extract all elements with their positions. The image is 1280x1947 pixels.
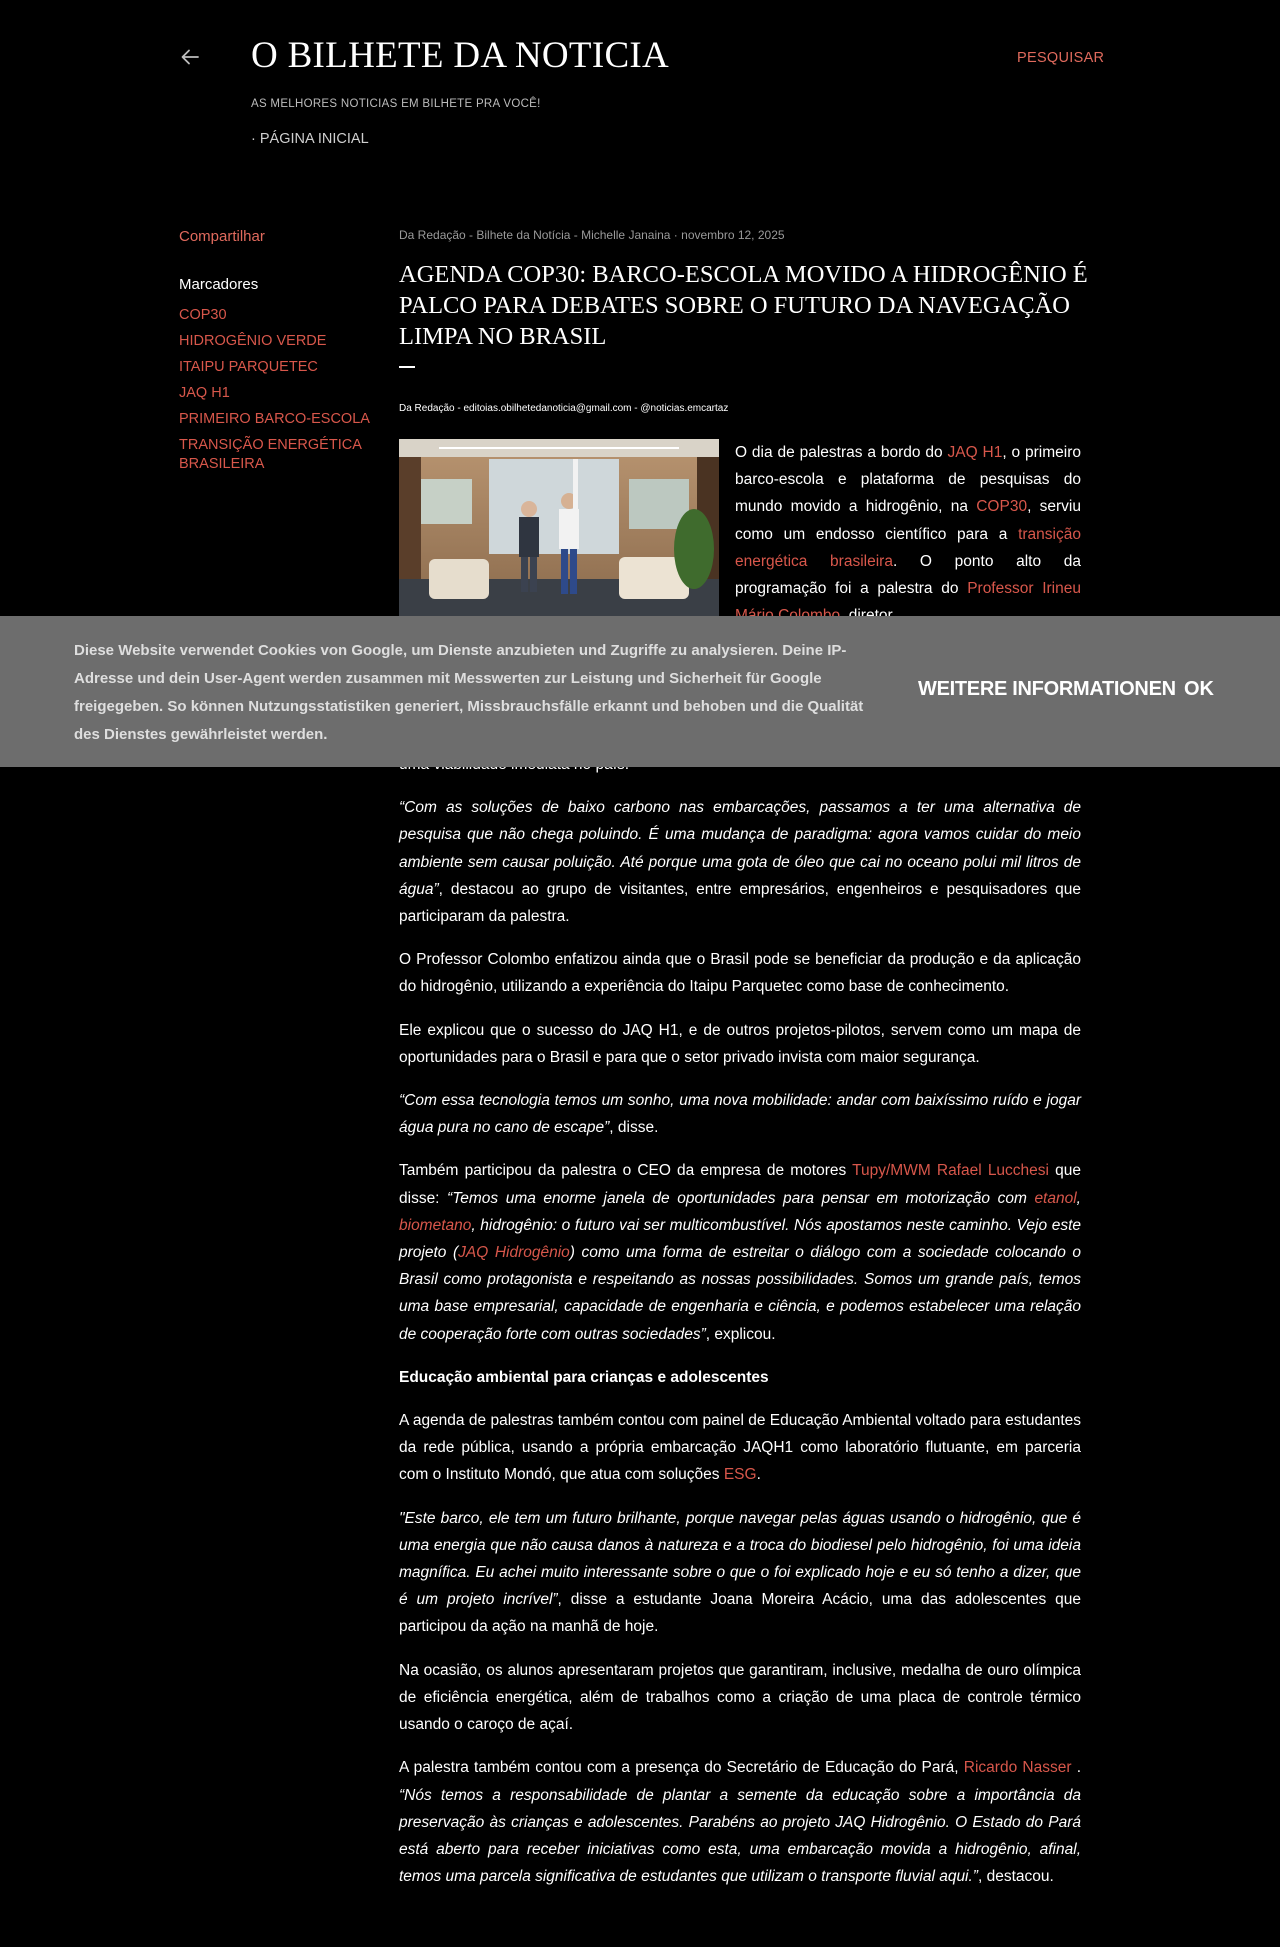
arrow-left-icon <box>181 49 199 65</box>
link-tupy-mwm[interactable]: Tupy/MWM Rafael Lucchesi <box>852 1162 1049 1180</box>
lead-text: , serviu como um endosso científico para a <box>735 498 1081 543</box>
post-byline: Da Redação - editoias.obilhetedanoticia@gmail.com - @noticias.emcartaz <box>399 403 729 414</box>
label-link[interactable]: TRANSIÇÃO ENERGÉTICA BRASILEIRA <box>179 437 362 472</box>
section-heading: Educação ambiental para crianças e adolescentes <box>399 1368 769 1386</box>
labels-list <box>179 306 379 481</box>
paragraph-text: , explicou. <box>705 1325 776 1343</box>
quote: , <box>1076 1189 1081 1207</box>
paragraph-text: , disse a estudante Joana Moreira Acácio, uma das adolescentes que participou da ação na manhã de hoje. <box>399 1591 1081 1636</box>
nav-home-link[interactable]: · PÁGINA INICIAL <box>251 131 369 147</box>
paragraph <box>399 794 1081 930</box>
cookie-more-info-button[interactable]: WEITERE INFORMATIONEN <box>918 678 1176 700</box>
label-link[interactable]: COP30 <box>179 307 227 323</box>
quote: "Este barco, ele tem um futuro brilhante, porque navegar pelas águas usando o hidrogênio, que é uma energia que não causa danos à natureza e a troca do biodiesel pelo hidrogênio, foi uma ideia magnífica. Eu achei muito interessante sobre o que o foi explicado hoje e eu só tenho a dizer, que é um projeto incrível” <box>399 1509 1081 1609</box>
paragraph: Ele explicou que o sucesso do JAQ H1, e de outros projetos-pilotos, servem como um mapa de oportunidades para o Brasil e para que o setor privado invista com maior segurança. <box>399 1021 1081 1066</box>
post-photo[interactable] <box>399 439 719 616</box>
post-body <box>399 751 1081 1906</box>
lead-text: , o primeiro barco-escola e plataforma de pesquisas do mundo movido a hidrogênio, na <box>735 444 1082 516</box>
search-button[interactable]: PESQUISAR <box>1017 50 1105 66</box>
link-transicao-energetica[interactable]: transição energética brasileira <box>735 525 1081 570</box>
link-esg[interactable]: ESG <box>723 1466 757 1484</box>
title-divider <box>399 366 415 368</box>
cookie-ok-button[interactable]: OK <box>1184 678 1214 700</box>
link-etanol[interactable]: etanol <box>1034 1189 1077 1207</box>
paragraph-text: . <box>1071 1759 1082 1777</box>
photo-scene <box>399 439 719 616</box>
label-link[interactable]: HIDROGÊNIO VERDE <box>179 333 327 349</box>
paragraph-text: , disse. <box>609 1119 659 1137</box>
paragraph <box>399 1407 1081 1489</box>
link-jaq-hidrogenio[interactable]: JAQ Hidrogênio <box>458 1244 570 1262</box>
link-cop30[interactable]: COP30 <box>976 498 1028 516</box>
link-ricardo-nasser[interactable]: Ricardo Nasser <box>963 1759 1072 1777</box>
paragraph-text: . <box>756 1466 761 1484</box>
lead-text: O dia de palestras a bordo do <box>735 444 948 461</box>
paragraph: Na ocasião, os alunos apresentaram projetos que garantiram, inclusive, medalha de ouro olímpica de eficiência energética, além de trabalhos como a criação de uma placa de controle térmico usando o caroço de açaí. <box>399 1661 1081 1734</box>
lead-text: . O ponto alto da programação foi a palestra do <box>735 552 1082 598</box>
paragraph-text: , destacou ao grupo de visitantes, entre empresários, engenheiros e pesquisadores que participaram da palestra. <box>399 880 1081 926</box>
lead-paragraph <box>735 439 1081 629</box>
label-link[interactable]: ITAIPU PARQUETEC <box>179 359 318 375</box>
cookie-banner <box>0 616 1280 767</box>
paragraph <box>399 1754 1081 1890</box>
share-button[interactable]: Compartilhar <box>179 228 265 245</box>
paragraph: O Professor Colombo enfatizou ainda que o Brasil pode se beneficiar da produção e da aplicação do hidrogênio, utilizando a experiência do Itaipu Parquetec como base de conhecimento. <box>399 951 1081 996</box>
paragraph-text: A palestra também contou com a presença do Secretário de Educação do Pará, <box>399 1759 964 1777</box>
link-jaq-h1[interactable]: JAQ H1 <box>947 444 1003 461</box>
paragraph-text: A agenda de palestras também contou com painel de Educação Ambiental voltado para estudantes da rede pública, usando a própria embarcação JAQH1 como laboratório flutuante, em parceria com o Instituto Mondó, que atua com soluções <box>399 1412 1081 1484</box>
label-link[interactable]: PRIMEIRO BARCO-ESCOLA <box>179 411 370 427</box>
paragraph-text: Também participou da palestra o CEO da empresa de motores <box>399 1162 853 1180</box>
link-professor-colombo[interactable]: Professor Irineu <box>967 580 1081 598</box>
paragraph <box>399 1157 1081 1347</box>
paragraph-text: que disse: <box>399 1162 1081 1207</box>
paragraph <box>399 1087 1081 1141</box>
post-meta: Da Redação - Bilhete da Notícia - Michelle Janaina · novembro 12, 2025 <box>399 228 785 242</box>
quote: ) como uma forma de estreitar o diálogo com a sociedade colocando o Brasil como protagonista e respeitando as nossas possibilidades. Somos um grande país, temos uma base empresarial, capacidade de engenharia e ciência, e podemos estabelecer uma relação de cooperação forte com outras sociedades” <box>399 1244 1081 1343</box>
link-biometano[interactable]: biometano <box>399 1216 472 1234</box>
blog-description: AS MELHORES NOTICIAS EM BILHETE PRA VOCÊ! <box>251 98 541 110</box>
quote: “Nós temos a responsabilidade de plantar a semente da educação sobre a importância da preservação às crianças e adolescentes. Parabéns ao projeto JAQ Hidrogênio. O Estado do Pará está aberto para receber iniciativas como esta, uma embarcação movida a hidrogênio, afinal, temos uma parcela significativa de estudantes que utilizam o transporte fluvial aqui.” <box>399 1786 1081 1886</box>
back-button[interactable] <box>179 46 201 68</box>
labels-heading: Marcadores <box>179 276 259 293</box>
post-title: AGENDA COP30: BARCO-ESCOLA MOVIDO A HIDROGÊNIO É PALCO PARA DEBATES SOBRE O FUTURO DA NAVEGAÇÃO LIMPA NO BRASIL <box>399 261 1088 350</box>
paragraph <box>399 1505 1081 1641</box>
quote: “Com as soluções de baixo carbono nas embarcações, passamos a ter uma alternativa de pesquisa que não chega poluindo. É uma mudança de paradigma: agora vamos cuidar do meio ambiente sem causar poluição. Até porque uma gota de óleo que cai no oceano polui mil litros de água” <box>399 799 1081 898</box>
quote: “Com essa tecnologia temos um sonho, uma nova mobilidade: andar com baixíssimo ruído e jogar água pura no cano de escape” <box>399 1092 1081 1137</box>
cookie-text: Diese Website verwendet Cookies von Google, um Dienste anzubieten und Zugriffe zu analysieren. Deine IP-Adresse und dein User-Agent werden zusammen mit Messwerten zur Leistung und Sicherheit für Google freigegeben. So können Nutzungsstatistiken generiert, Missbrauchsfälle erkannt und behoben und die Qualität des Dienstes gewährleistet werden. <box>74 642 864 743</box>
blog-title[interactable]: O BILHETE DA NOTICIA <box>251 35 670 76</box>
quote: “Temos uma enorme janela de oportunidades para pensar em motorização com <box>447 1189 1035 1207</box>
label-link[interactable]: JAQ H1 <box>179 385 230 401</box>
paragraph-text: , destacou. <box>977 1868 1054 1886</box>
quote: , hidrogênio: o futuro vai ser multicombustível. Nós apostamos neste caminho. Vejo este projeto ( <box>399 1216 1081 1262</box>
